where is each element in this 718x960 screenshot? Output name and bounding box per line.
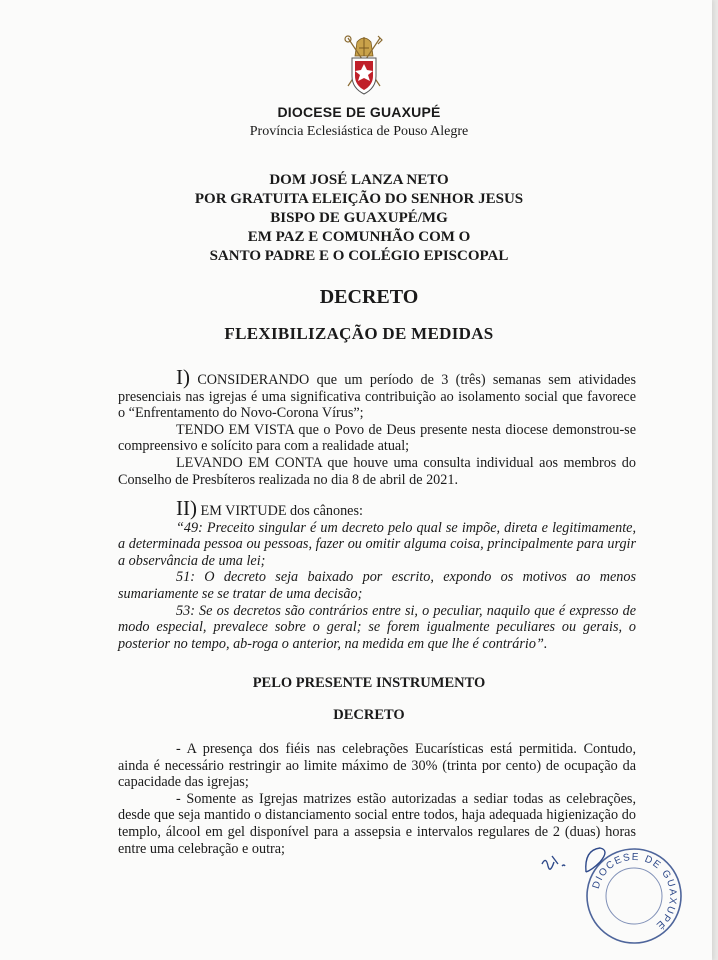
paragraph-text: CONSIDERANDO que um período de 3 (três) semanas sem atividades presenciais nas igrejas é uma significativa contribuição ao isolamento social que favorece o “Enfrentamento do Novo-Corona Vírus”; — [118, 372, 637, 422]
title-line: EM PAZ E COMUNHÃO COM O — [247, 229, 471, 245]
diocese-name: DIOCESE DE GUAXUPÉ — [277, 104, 441, 120]
paragraph-considerando — [118, 365, 637, 422]
canons-intro — [118, 496, 636, 520]
diocese-stamp-icon — [584, 846, 684, 946]
document-title: DECRETO — [319, 286, 419, 308]
province-name: Província Eclesiástica de Pouso Alegre — [249, 124, 469, 139]
paragraph-text: EM VIRTUDE dos cânones: — [200, 503, 363, 519]
diocese-coat-of-arms-icon — [343, 34, 385, 98]
canon-49: “49: Preceito singular é um decreto pelo qual se impõe, direta e legitimamente, a determinada pessoa ou pessoas, fazer ou omitir alguma coisa, principalmente para urgir a observância de uma lei; — [118, 519, 636, 569]
title-line: SANTO PADRE E O COLÉGIO EPISCOPAL — [209, 248, 509, 264]
decree-heading: DECRETO — [333, 707, 405, 723]
decree-items — [118, 741, 636, 857]
section-numeral: II) — [176, 496, 197, 520]
decree-item: - A presença dos fiéis nas celebrações Eucarísticas está permitida. Contudo, ainda é necessário restringir ao limite máximo de 30% (trinta por cento) de ocupação da capacidade das igrejas; — [118, 741, 636, 791]
title-line: DOM JOSÉ LANZA NETO — [269, 172, 449, 188]
instrument-heading: PELO PRESENTE INSTRUMENTO — [252, 675, 486, 691]
decree-item: - Somente as Igrejas matrizes estão autorizadas a sediar todas as celebrações, desde que seja mantido o distanciamento social entre todos, haja adequada higienização do templo, álcool em gel disponível para a assepsia e intervalos regulares de 2 (duas) horas entre uma celebração e outra; — [118, 790, 636, 857]
paragraph-tendo: TENDO EM VISTA que o Povo de Deus presente nesta diocese demonstrou-se compreensivo e solícito para com a realidade atual; — [118, 421, 636, 455]
svg-text:DIOCESE DE GUAXUPÉ — [591, 852, 678, 933]
bishop-titles — [0, 171, 718, 266]
canon-53: 53: Se os decretos são contrários entre si, o peculiar, naquilo que é expresso de modo especial, prevalece sobre o geral; se forem igualmente peculiares ou gerais, o posterior no tempo, ab-roga o anterior, na medida em que lhe é contrário”. — [118, 602, 636, 652]
document-subtitle: FLEXIBILIZAÇÃO DE MEDIDAS — [224, 324, 494, 343]
paragraph-levando: LEVANDO EM CONTA que houve uma consulta individual aos membros do Conselho de Presbíteros realizada no dia 8 de abril de 2021. — [118, 454, 636, 488]
section-numeral: I) — [176, 365, 190, 389]
section-considerations — [118, 365, 637, 488]
title-line: POR GRATUITA ELEIÇÃO DO SENHOR JESUS — [194, 191, 524, 207]
canon-51: 51: O decreto seja baixado por escrito, expondo os motivos ao menos sumariamente se se tratar de uma decisão; — [118, 569, 636, 602]
title-line: BISPO DE GUAXUPÉ/MG — [270, 210, 448, 226]
stamp-text: DIOCESE DE GUAXUPÉ — [590, 851, 679, 932]
section-canons — [118, 496, 636, 652]
